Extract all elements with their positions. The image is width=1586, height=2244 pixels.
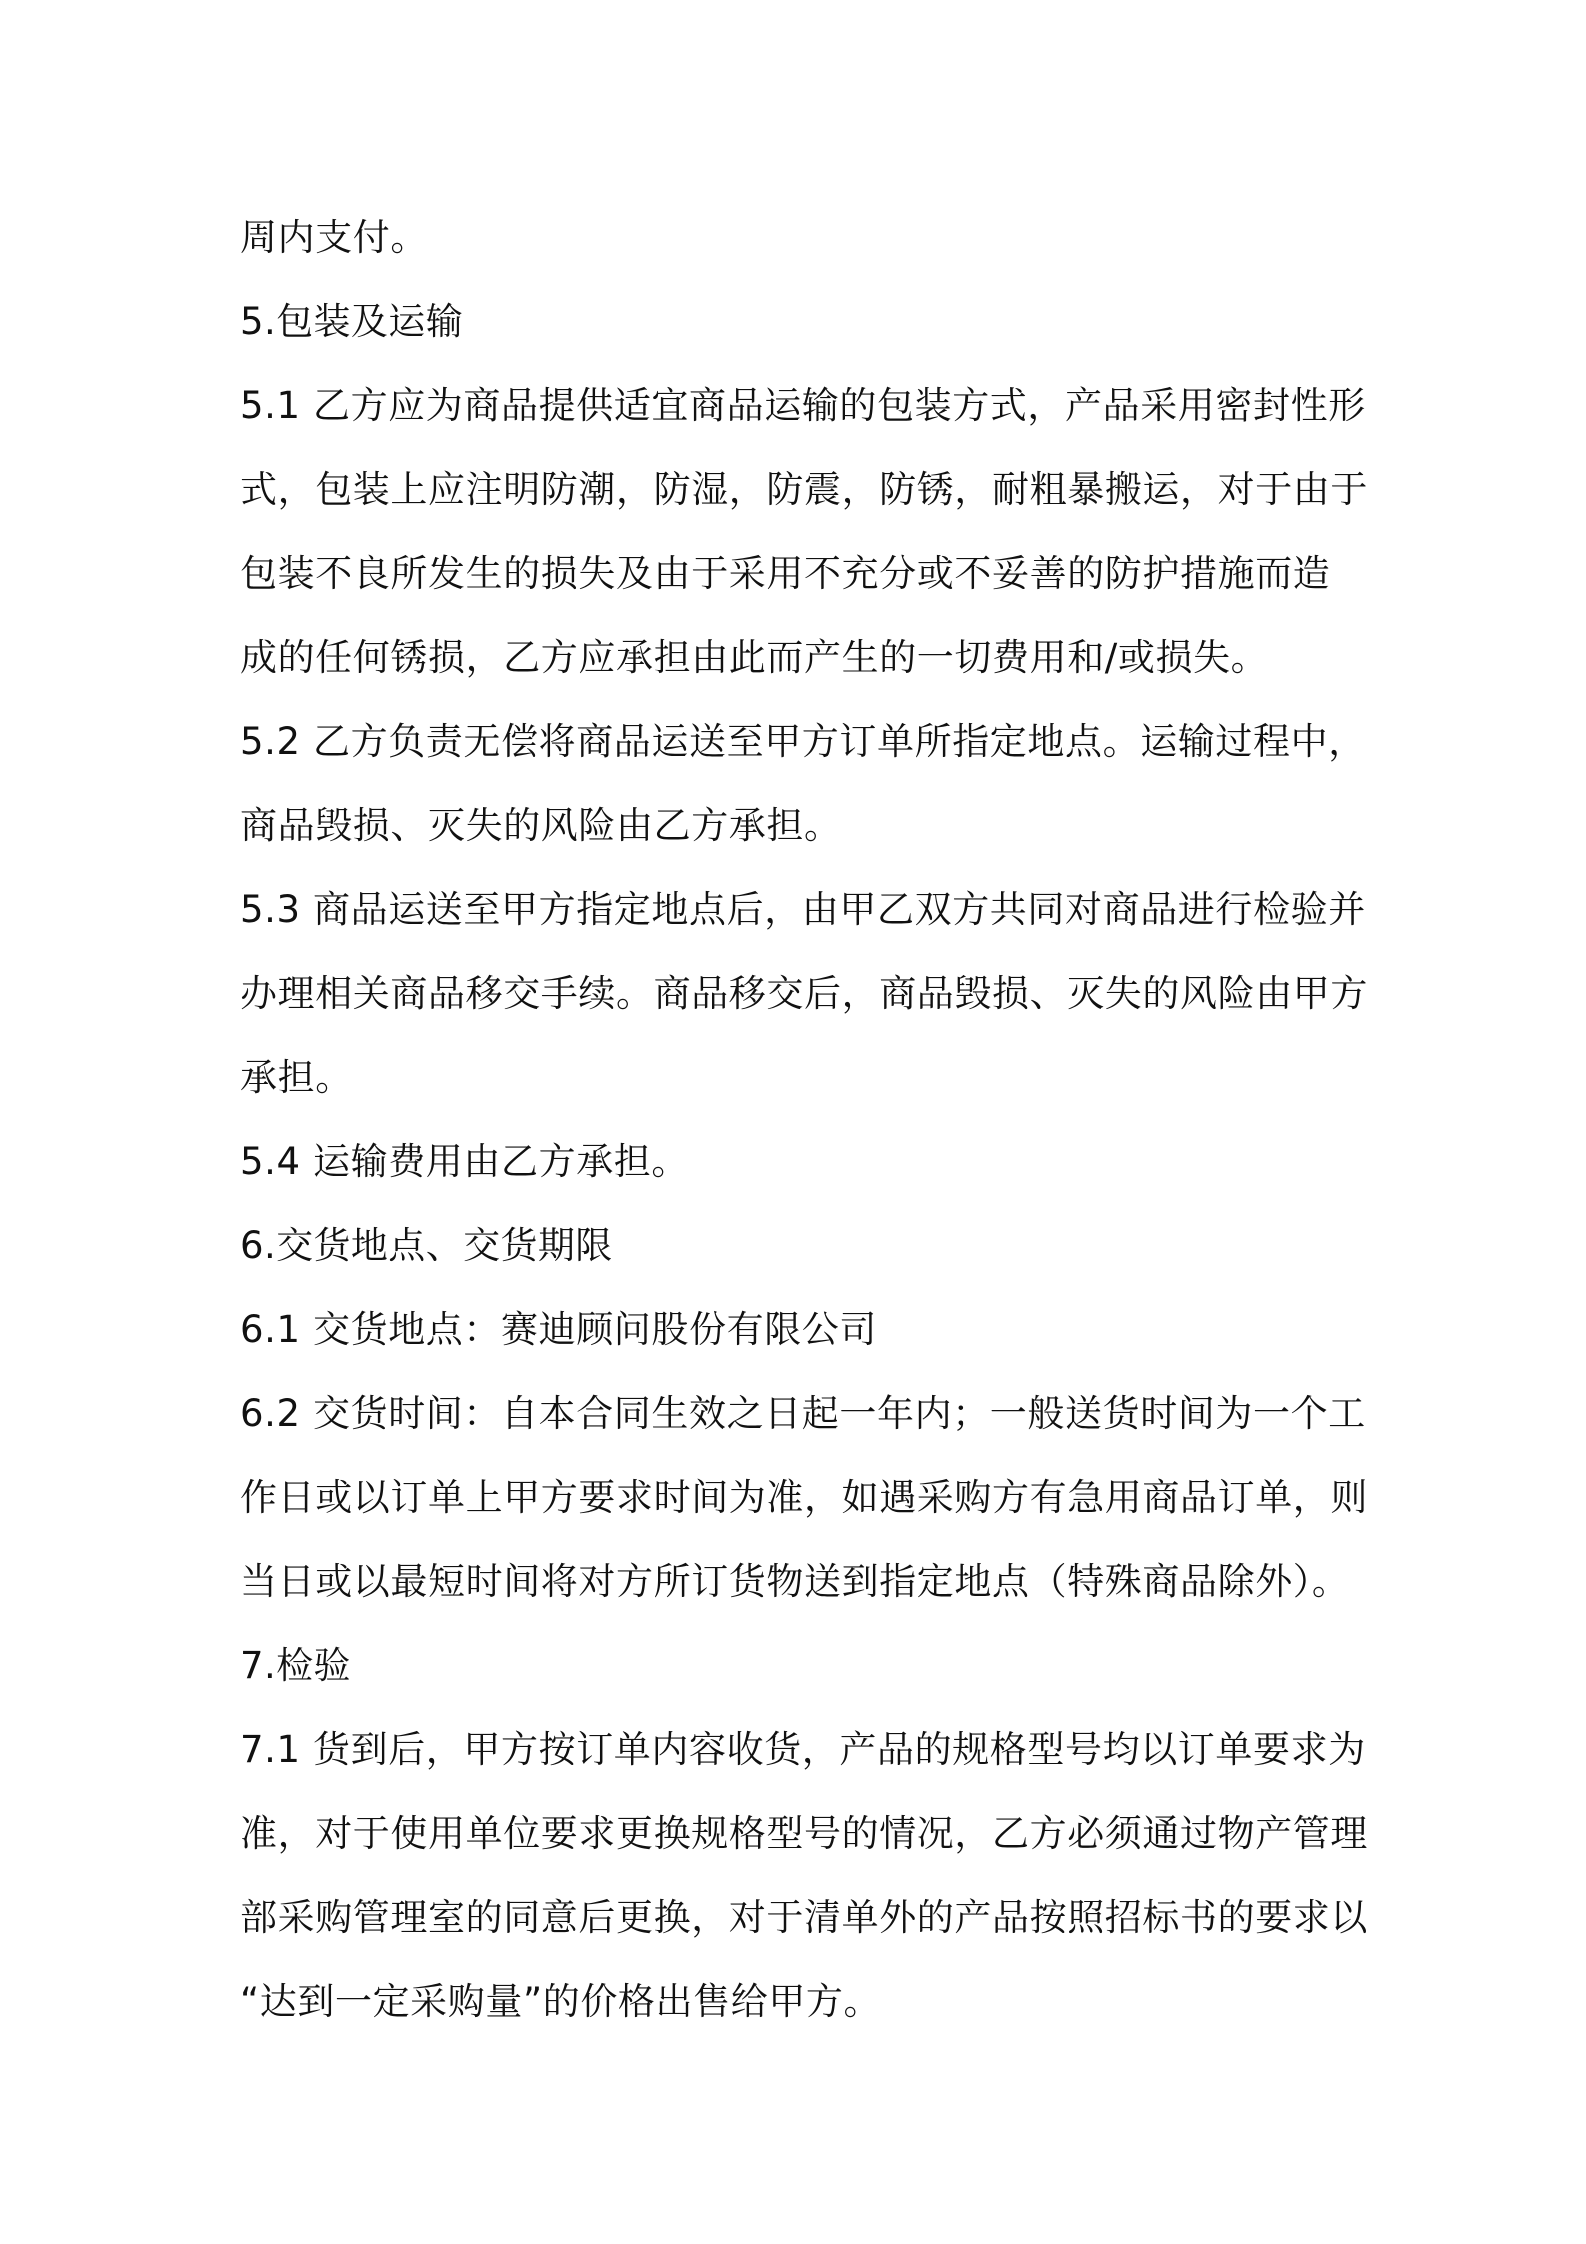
document-body [240, 196, 1368, 2044]
text-line: 式，包装上应注明防潮，防湿，防震，防锈，耐粗暴搬运，对于由于 [240, 468, 1368, 511]
text-line: 当日或以最短时间将对方所订货物送到指定地点（特殊商品除外）。 [240, 1560, 1350, 1603]
text-line: 准，对于使用单位要求更换规格型号的情况，乙方必须通过物产管理 [240, 1812, 1368, 1855]
text-line: 部采购管理室的同意后更换，对于清单外的产品按照招标书的要求以 [240, 1896, 1368, 1939]
text-line: 作日或以订单上甲方要求时间为准，如遇采购方有急用商品订单，则 [240, 1476, 1368, 1519]
text-line: “达到一定采购量”的价格出售给甲方。 [240, 1980, 882, 2023]
text-line: 包装不良所发生的损失及由于采用不充分或不妥善的防护措施而造 [240, 552, 1331, 595]
text-line: 5.3 商品运送至甲方指定地点后，由甲乙双方共同对商品进行检验并 [240, 888, 1366, 931]
text-line: 承担。 [240, 1056, 353, 1099]
text-line: 5.1 乙方应为商品提供适宜商品运输的包装方式，产品采用密封性形 [240, 384, 1366, 427]
text-line: 6.1 交货地点：赛迪顾问股份有限公司 [240, 1308, 878, 1351]
text-line: 5.4 运输费用由乙方承担。 [240, 1140, 690, 1183]
text-line: 7.1 货到后，甲方按订单内容收货，产品的规格型号均以订单要求为 [240, 1728, 1366, 1771]
text-line: 5.2 乙方负责无偿将商品运送至甲方订单所指定地点。运输过程中， [240, 720, 1366, 763]
text-line: 商品毁损、灭失的风险由乙方承担。 [240, 804, 842, 847]
section-heading-5: 5.包装及运输 [240, 300, 464, 343]
text-line: 6.2 交货时间：自本合同生效之日起一年内；一般送货时间为一个工 [240, 1392, 1366, 1435]
text-line: 办理相关商品移交手续。商品移交后，商品毁损、灭失的风险由甲方 [240, 972, 1368, 1015]
text-line: 周内支付。 [240, 216, 428, 259]
section-heading-7: 7.检验 [240, 1644, 351, 1687]
section-heading-6: 6.交货地点、交货期限 [240, 1224, 613, 1267]
text-line: 成的任何锈损，乙方应承担由此而产生的一切费用和/或损失。 [240, 636, 1269, 679]
